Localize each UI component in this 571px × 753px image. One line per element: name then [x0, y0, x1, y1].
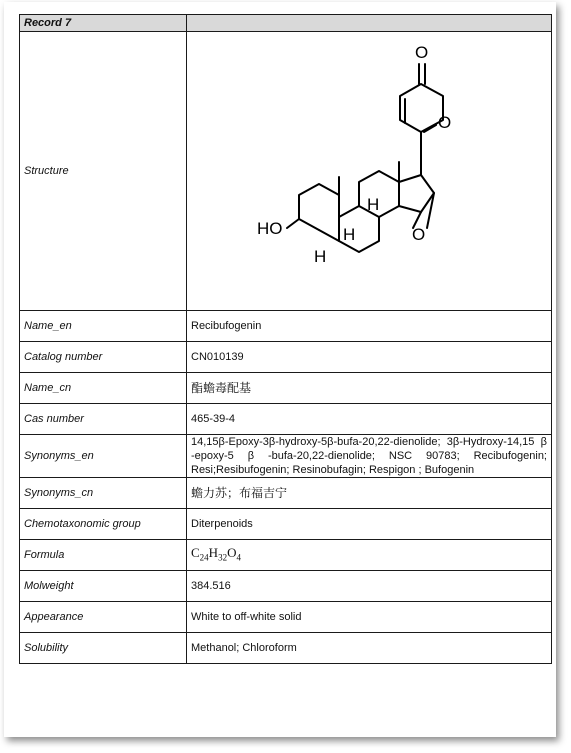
record-title: Record 7 — [20, 15, 187, 32]
appearance-value: White to off-white solid — [187, 602, 552, 633]
formula-c: C — [191, 544, 200, 560]
name-en-label: Name_en — [20, 311, 187, 342]
lactone-ring — [400, 84, 443, 154]
solubility-value: Methanol; Chloroform — [187, 633, 552, 664]
record-header-row — [20, 15, 552, 32]
cas-value: 465-39-4 — [187, 404, 552, 435]
row-name-en — [20, 311, 552, 342]
row-name-cn — [20, 373, 552, 404]
synonyms-en-label: Synonyms_en — [20, 435, 187, 478]
structure-row — [20, 32, 552, 311]
formula-label: Formula — [20, 540, 187, 571]
ring-oxygen: O — [438, 113, 452, 132]
formula-h: H — [208, 544, 219, 560]
structure-cell — [187, 32, 552, 311]
catalog-label: Catalog number — [20, 342, 187, 373]
row-catalog — [20, 342, 552, 373]
molweight-label: Molweight — [20, 571, 187, 602]
chemotax-value: Diterpenoids — [187, 509, 552, 540]
formula-o-count: 4 — [236, 552, 241, 563]
ring-a — [299, 184, 339, 230]
structure-label: Structure — [20, 32, 187, 311]
name-en-value: Recibufogenin — [187, 311, 552, 342]
row-cas — [20, 404, 552, 435]
appearance-label: Appearance — [20, 602, 187, 633]
hydroxyl-bond — [287, 219, 299, 228]
synonyms-cn-label: Synonyms_cn — [20, 478, 187, 509]
row-molweight — [20, 571, 552, 602]
molweight-value: 384.516 — [187, 571, 552, 602]
row-formula — [20, 540, 552, 571]
h-label-c5: H — [314, 247, 327, 266]
solubility-label: Solubility — [20, 633, 187, 664]
record-table — [19, 14, 552, 664]
ring-d — [399, 175, 434, 212]
row-appearance — [20, 602, 552, 633]
catalog-value: CN010139 — [187, 342, 552, 373]
epoxide-oxygen: O — [412, 225, 426, 244]
bond-a-b — [319, 230, 339, 241]
document-page — [4, 2, 556, 737]
structure-diagram — [191, 32, 556, 310]
row-synonyms-en — [20, 435, 552, 478]
row-solubility — [20, 633, 552, 664]
name-cn-value: 酯蟾毒配基 — [187, 373, 552, 404]
hydroxyl-label: HO — [257, 219, 283, 238]
formula-o: O — [227, 544, 237, 560]
synonyms-cn-value: 蟾力苏；布福吉宁 — [187, 478, 552, 509]
formula-value — [187, 540, 552, 571]
cas-label: Cas number — [20, 404, 187, 435]
h-label-c8: H — [343, 225, 356, 244]
formula-c-count: 24 — [199, 552, 209, 563]
chemotax-label: Chemotaxonomic group — [20, 509, 187, 540]
row-chemotax — [20, 509, 552, 540]
h-label-c9: H — [367, 195, 380, 214]
carbonyl-oxygen: O — [415, 43, 429, 62]
formula-h-count: 32 — [218, 552, 228, 563]
name-cn-label: Name_cn — [20, 373, 187, 404]
record-header-blank — [187, 15, 552, 32]
row-synonyms-cn — [20, 478, 552, 509]
synonyms-en-value: 14,15β-Epoxy-3β-hydroxy-5β-bufa-20,22-dienolide; 3β-Hydroxy-14,15 β -epoxy-5 β -bufa-20,22-dienolide; NSC 90783; Recibufogenin; Resi;Resibufogenin; Resinobufagin; Respigon ; Bufogenin — [187, 435, 552, 478]
